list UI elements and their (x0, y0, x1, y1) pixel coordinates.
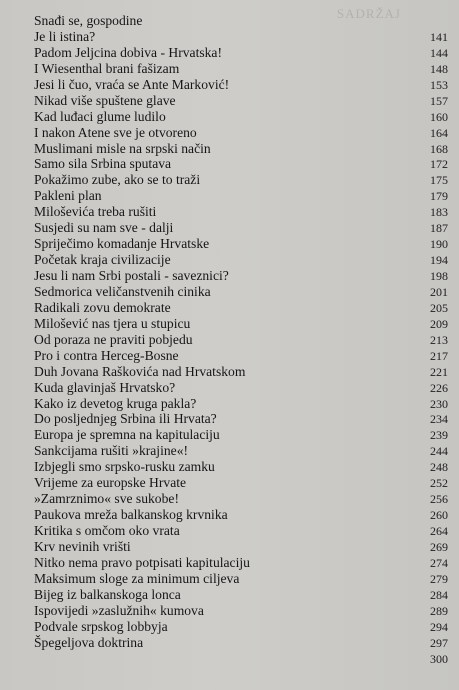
toc-entry-page: 256 (430, 492, 448, 507)
toc-entry-title: Sedmorica veličanstvenih cinika (34, 283, 211, 299)
toc-entry (34, 93, 458, 109)
toc-entry (34, 443, 458, 459)
toc-entry-title: Muslimani misle na srpski način (34, 140, 211, 156)
toc-entry-page: 183 (430, 205, 448, 220)
toc-entry (34, 268, 458, 284)
toc-entry (34, 619, 458, 635)
toc-entry (34, 204, 458, 220)
toc-entry-page: 244 (430, 444, 448, 459)
toc-entry-page: 141 (430, 29, 448, 44)
toc-entry (34, 316, 458, 332)
toc-entry-title: Kako iz devetog kruga pakla? (34, 395, 197, 411)
toc-entry (34, 491, 458, 507)
toc-entry-title: Duh Jovana Raškovića nad Hrvatskom (34, 363, 246, 379)
toc-entry (34, 651, 458, 667)
toc-entry (34, 348, 458, 364)
toc-entry-title: Pakleni plan (34, 188, 102, 204)
toc-entry-page: 284 (430, 587, 448, 602)
toc-entry (34, 364, 458, 380)
toc-entry (34, 459, 458, 475)
toc-entry (34, 125, 458, 141)
toc-entry-page: 239 (430, 428, 448, 443)
toc-entry (34, 109, 458, 125)
toc-entry-title: Nikad više spuštene glave (34, 92, 176, 108)
toc-entry-page: 289 (430, 603, 448, 618)
toc-entry-title: Jesi li čuo, vraća se Ante Marković! (34, 76, 230, 92)
toc-entry-page: 230 (430, 396, 448, 411)
toc-entry (34, 252, 458, 268)
toc-entry-page: 264 (430, 524, 448, 538)
toc-entry (34, 332, 458, 348)
toc-entry-page: 157 (430, 93, 448, 108)
toc-entry-page: 175 (430, 173, 448, 188)
toc-entry-title: Maksimum sloge za minimum ciljeva (34, 570, 240, 586)
toc-entry-title: Podvale srpskog lobbyja (34, 618, 168, 634)
toc-entry-page: 172 (430, 157, 448, 172)
toc-entry (34, 523, 458, 539)
toc-entry-page: 297 (430, 635, 448, 650)
toc-entry (34, 571, 458, 587)
toc-entry-title: Vrijeme za europske Hrvate (34, 475, 187, 491)
toc-entry-page: 194 (430, 253, 448, 268)
toc-entry (34, 555, 458, 571)
toc-entry-title: Snađi se, gospodine (34, 13, 143, 28)
toc-entry-title: Početak kraja civilizacije (34, 252, 171, 268)
toc-entry-title: Od poraza ne praviti pobjedu (34, 331, 193, 347)
toc-entry-title: Kad luđaci glume ludilo (34, 108, 166, 124)
toc-entry (34, 587, 458, 603)
toc-entry-page: 187 (430, 221, 448, 236)
toc-entry-title: Padom Jeljcina dobiva - Hrvatska! (34, 44, 222, 60)
toc-entry-title: »Zamrznimo« sve sukobe! (34, 491, 179, 507)
toc-entry-title: Špegeljova doktrina (34, 634, 144, 650)
toc-entry-title: Do posljednjeg Srbina ili Hrvata? (34, 411, 217, 427)
toc-entry-page: 279 (430, 571, 448, 586)
toc-entry-title: Jesu li nam Srbi postali - saveznici? (34, 268, 229, 283)
toc-entry (34, 539, 458, 555)
toc-entry-page: 300 (430, 651, 448, 666)
toc-entry-title: Izbjegli smo srpsko-rusku zamku (34, 459, 215, 475)
toc-entry-title: Samo sila Srbina sputava (34, 156, 172, 172)
toc-entry (34, 77, 458, 93)
toc-entry-title: Spriječimo komadanje Hrvatske (34, 236, 210, 252)
toc-entry (34, 29, 458, 45)
toc-entry-page: 234 (430, 412, 448, 427)
toc-entry-title: Bijeg iz balkanskoga lonca (34, 586, 181, 602)
toc-entry-title: Europa je spremna na kapitulaciju (34, 427, 220, 443)
toc-entry-page: 248 (430, 460, 448, 475)
toc-entry-page: 209 (430, 316, 448, 331)
toc-entry-page: 198 (430, 269, 448, 283)
toc-entry-page: 190 (430, 237, 448, 252)
toc-entry-page: 168 (430, 141, 448, 156)
toc-entry (34, 635, 458, 651)
toc-entry (34, 380, 458, 396)
toc-entry-title: Kritika s omčom oko vrata (34, 523, 180, 538)
toc-entry (34, 172, 458, 188)
toc-entry-page: 294 (430, 619, 448, 634)
toc-entry (34, 396, 458, 412)
toc-entry-page: 164 (430, 125, 448, 140)
toc-entry-page: 201 (430, 284, 448, 299)
toc-entry-title: Nitko nema pravo potpisati kapitulaciju (34, 554, 250, 570)
toc-entry-title: I Wiesenthal brani fašizam (34, 60, 180, 76)
toc-entry-title: Paukova mreža balkanskog krvnika (34, 507, 228, 523)
toc-entry-page: 226 (430, 380, 448, 395)
toc-entry (34, 507, 458, 523)
toc-entry-title: I nakon Atene sve je otvoreno (34, 124, 197, 140)
toc-entry-title: Miloševića treba rušiti (34, 204, 157, 220)
show-through-heading: SADRŽAJ (336, 6, 401, 21)
toc-entry-page: 144 (430, 45, 448, 60)
toc-entry (34, 427, 458, 443)
toc-entry-page: 221 (430, 364, 448, 379)
toc-entry-page: 252 (430, 476, 448, 491)
toc-entry-title: Pokažimo zube, ako se to traži (34, 172, 201, 188)
toc-entry (34, 61, 458, 77)
toc-entry-page: 179 (430, 189, 448, 204)
toc-entry-title: Pro i contra Herceg-Bosne (34, 347, 179, 363)
toc-entry-title: Je li istina? (34, 28, 96, 44)
toc-entry-page: 160 (430, 109, 448, 124)
toc-entry-page: 274 (430, 555, 448, 570)
toc-entry (34, 603, 458, 619)
toc-entry (34, 141, 458, 157)
toc-entry-title: Susjedi su nam sve - dalji (34, 220, 174, 236)
toc-entry (34, 13, 458, 29)
toc-entry-page: 260 (430, 508, 448, 523)
toc-entry (34, 236, 458, 252)
toc-entry (34, 300, 458, 316)
toc-entry-title: Krv nevinih vrišti (34, 538, 131, 554)
toc-entry-page: 148 (430, 61, 448, 76)
toc-entry-page: 205 (430, 300, 448, 315)
toc-entry-page: 269 (430, 539, 448, 554)
toc-entry-title: Sankcijama rušiti »krajine«! (34, 443, 189, 459)
toc-entry-title: Kuda glavinjaš Hrvatsko? (34, 379, 176, 395)
toc-entry-page: 217 (430, 348, 448, 363)
toc-entry (34, 475, 458, 491)
toc-entry-page: 213 (430, 332, 448, 347)
table-of-contents (34, 13, 458, 666)
toc-entry (34, 284, 458, 300)
toc-entry-title: Milošević nas tjera u stupicu (34, 315, 191, 331)
toc-entry (34, 188, 458, 204)
toc-entry (34, 220, 458, 236)
toc-entry (34, 45, 458, 61)
toc-entry-title: Ispovijedi »zaslužnih« kumova (34, 602, 204, 618)
toc-entry (34, 156, 458, 172)
toc-entry-page: 153 (430, 77, 448, 92)
toc-entry (34, 411, 458, 427)
toc-entry-title: Radikali zovu demokrate (34, 299, 171, 315)
